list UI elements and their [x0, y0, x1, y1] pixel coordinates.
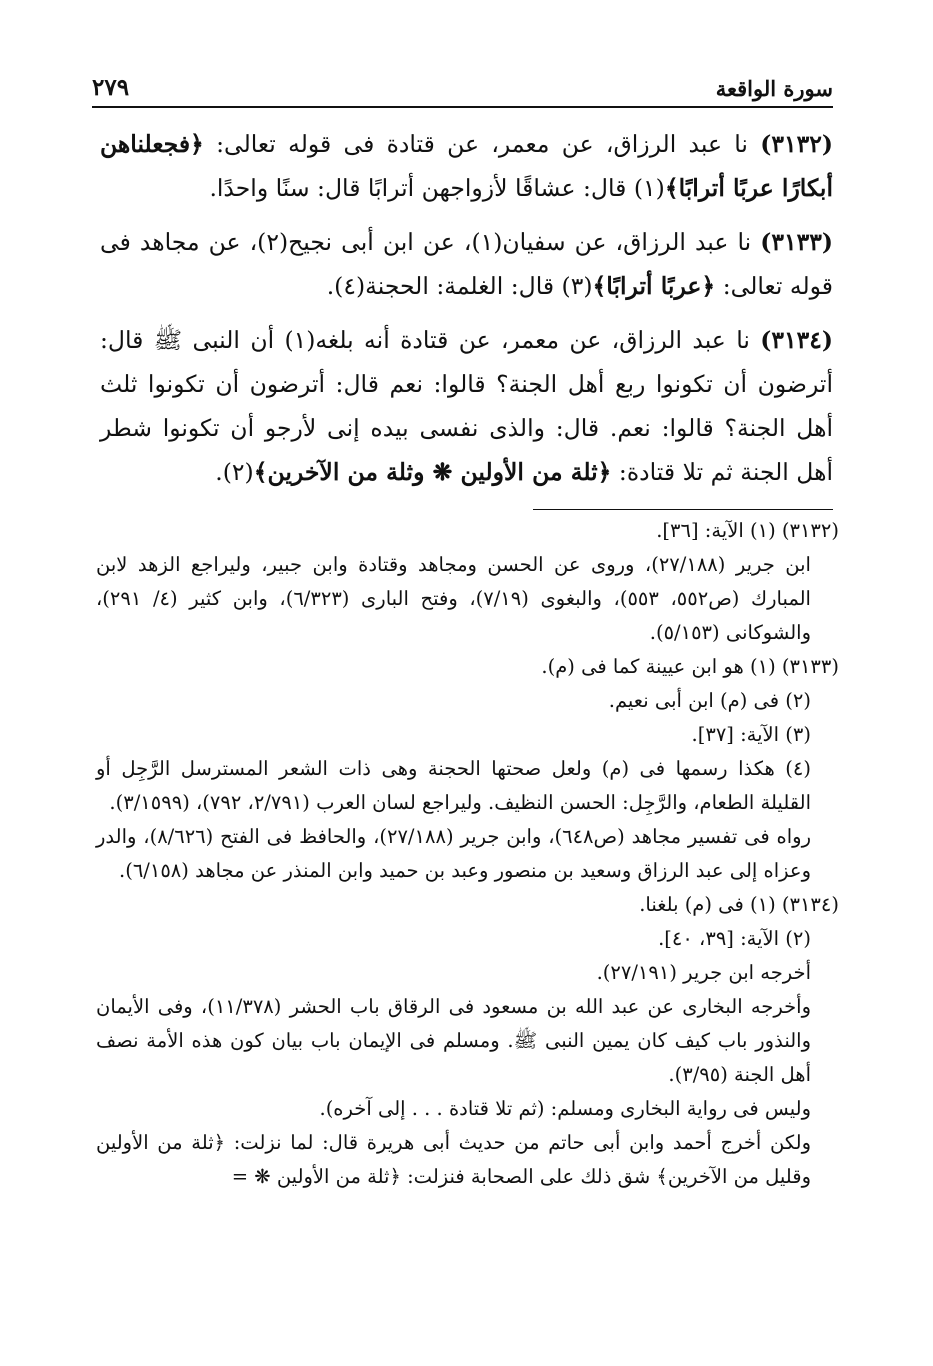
running-title: سورة الواقعة: [715, 76, 833, 101]
footnote-line: وأخرجه البخارى عن عبد الله بن مسعود فى الرقاق باب الحشر (١١/٣٧٨)، وفى الأيمان والنذور باب كيف كان يمين النبى ﷺ. ومسلم فى الإيمان باب بيان كون هذه الأمة نصف أهل الجنة (٣/٩٥).: [96, 995, 812, 1086]
footnote-line: ولكن أخرج أحمد وابن أبى حاتم من حديث أبى هريرة قال: لما نزلت: ﴿ثلة من الأولين وقليل من الآخرين﴾ شق ذلك على الصحابة فنزلت: ﴿ثلة من الأولين ❋ =: [96, 1131, 811, 1188]
footnote-line: (٣١٣٢) (١) الآية: [٣٦].: [656, 519, 839, 542]
footnote-line: وليس فى رواية البخارى ومسلم: (ثم تلا قتادة . . . إلى آخره).: [319, 1097, 811, 1120]
hadith-3132: [100, 122, 833, 210]
hadith-number: (٣١٣٤): [760, 326, 833, 354]
hadith-text-end: (١) قال: عشاقًا لأزواجهن أترابًا قال: سنًا واحدًا.: [209, 174, 665, 202]
footnote-line: (٢) فى (م) ابن أبى نعيم.: [608, 689, 811, 712]
footnote-line: (٣١٣٤) (١) فى (م) بلغنا.: [639, 893, 839, 916]
quran-quote: ﴿عربًا أترابًا﴾: [592, 272, 716, 300]
quran-quote: ﴿فجعلناهن أبكارًا عربًا أترابًا﴾: [100, 130, 833, 202]
hadith-3134: [100, 318, 833, 494]
footnote-line: (٣١٣٣) (١) هو ابن عيينة كما فى (م).: [541, 655, 839, 678]
main-text: [100, 122, 833, 504]
quran-quote: ﴿ثلة من الأولين ❋ وثلة من الآخرين﴾: [253, 458, 612, 486]
hadith-number: (٣١٣٣): [760, 228, 833, 256]
footnote-line: رواه فى تفسير مجاهد (ص٦٤٨)، وابن جرير (٢٧/١٨٨)، والحافظ فى الفتح (٨/٦٢٦)، والدر وعزاه إلى عبد الرزاق وسعيد بن منصور وعبد بن حميد وابن المنذر عن مجاهد (٦/١٥٨).: [96, 825, 811, 882]
page-number: ٢٧٩: [92, 74, 130, 101]
footnote-rule: [533, 509, 833, 510]
hadith-text: نا عبد الرزاق، عن سفيان(١)، عن ابن أبى نجيح(٢)، عن مجاهد فى قوله تعالى:: [100, 228, 833, 300]
footnote-line: ابن جرير (٢٧/١٨٨)، وروى عن الحسن ومجاهد وقتادة وابن جبير، وليراجع الزهد لابن المبارك (ص٥٥٢، ٥٥٣)، والبغوى (٧/١٩)، وفتح البارى (٦/٣٢٣)، وابن كثير (٤/ ٢٩١)، والشوكانى (٥/١٥٣).: [96, 553, 811, 644]
hadith-3133: [100, 220, 833, 308]
footnote-line: (٣) الآية: [٣٧].: [691, 723, 811, 746]
footnote-line: أخرجه ابن جرير (٢٧/١٩١).: [596, 961, 811, 984]
hadith-number: (٣١٣٢): [760, 130, 833, 158]
footnotes: [96, 514, 839, 1194]
hadith-text: نا عبد الرزاق، عن معمر، عن قتادة أنه بلغه(١) أن النبى ﷺ قال: أترضون أن تكونوا ربع أهل الجنة؟ قالوا: نعم قال: أترضون أن تكونوا ثلث أهل الجنة؟ قالوا: نعم. قال: والذى نفسى بيده إنى لأرجو أن تكونوا شطر أهل الجنة ثم تلا قتادة:: [100, 326, 833, 486]
footnote-line: (٤) هكذا رسمها فى (م) ولعل صحتها الحجنة وهى ذات الشعر المسترسل الرَّجِل أو القليلة الطعام، والرَّجِل: الحسن النظيف. وليراجع لسان العرب (٢/٧٩١، ٧٩٢)، (٣/١٥٩٩).: [96, 757, 811, 814]
page-header: [92, 70, 833, 104]
header-rule: [92, 106, 833, 108]
hadith-text-end: (٢).: [215, 458, 254, 486]
footnote-line: (٢) الآية: [٣٩، ٤٠].: [658, 927, 811, 950]
hadith-text-end: (٣) قال: الغلمة: الحجنة(٤).: [326, 272, 593, 300]
hadith-text: نا عبد الرزاق، عن معمر، عن قتادة فى قوله تعالى:: [203, 130, 761, 158]
